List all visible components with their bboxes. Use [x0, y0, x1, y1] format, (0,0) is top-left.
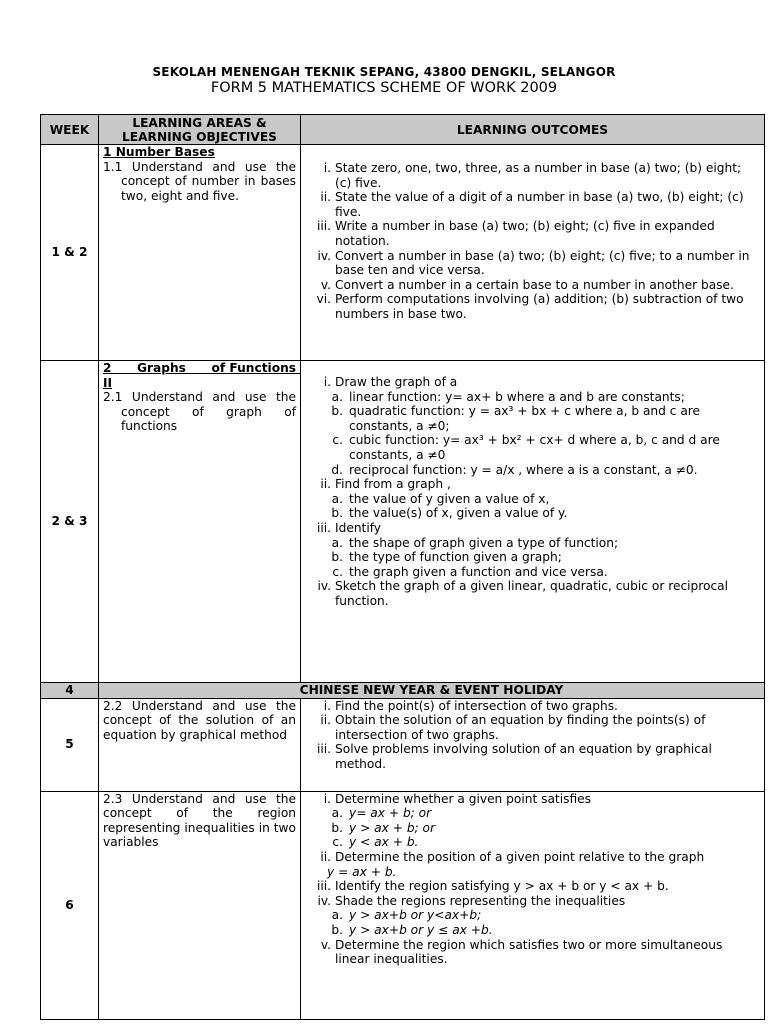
list-item: iii. Identify the region satisfying y > ax + b or y < ax + b.	[316, 879, 669, 894]
list-subitem: a. the shape of graph given a type of function;	[331, 535, 619, 550]
list-subitem: a. y= ax + b; or	[331, 806, 432, 821]
list-subitem: c. cubic function: y= ax³ + bx² + cx+ d where a, b, c and d are constants, a ≠0	[332, 433, 720, 462]
list-subitem: b. the value(s) of x, given a value of y.	[331, 506, 568, 521]
list-item: vi. Perform computations involving (a) addition; (b) subtraction of two numbers in base two.	[316, 292, 744, 321]
scheme-table	[40, 114, 765, 1020]
list-subitem: b. the type of function given a graph;	[331, 550, 562, 565]
list-item: i. Draw the graph of a	[323, 375, 458, 389]
list-item: i. State zero, one, two, three, as a number in base (a) two; (b) eight; (c) five.	[323, 161, 742, 190]
list-subitem: b. y > ax + b; or	[331, 820, 435, 835]
list-item: i. Determine whether a given point satisfies	[323, 791, 591, 806]
table-row	[41, 791, 765, 1019]
holiday-row	[41, 683, 765, 699]
list-subitem: a. linear function: y= ax+ b where a and b are constants;	[331, 389, 685, 404]
list-item: ii. Obtain the solution of an equation by finding the points(s) of intersection of two graphs.	[320, 713, 706, 742]
outcomes-cell	[301, 361, 765, 683]
area-cell	[99, 361, 301, 683]
list-item: ii. Determine the position of a given point relative to the graph	[320, 849, 705, 864]
list-subitem: b. quadratic function: y = ax³ + bx + c where a, b and c are constants, a ≠0;	[331, 404, 701, 433]
week-cell: 6	[41, 791, 99, 1019]
list-item: i. Find the point(s) of intersection of two graphs.	[323, 698, 618, 713]
week-cell: 1 & 2	[41, 145, 99, 361]
area-title: 2 Graphs of Functions II	[103, 361, 301, 390]
list-subitem: b. y > ax+b or y ≤ ax +b.	[331, 922, 493, 937]
area-title: 1 Number Bases	[103, 145, 215, 159]
area-cell	[99, 698, 301, 791]
week-cell: 2 & 3	[41, 361, 99, 683]
list-subitem: c. the graph given a function and vice versa.	[332, 564, 608, 579]
objective: 1.1 Understand and use the concept of number in bases two, eight and five.	[103, 159, 296, 203]
area-cell	[99, 145, 301, 361]
col-areas: LEARNING AREAS & LEARNING OBJECTIVES	[99, 115, 301, 145]
week-cell: 5	[41, 698, 99, 791]
list-subitem: d. reciprocal function: y = a/x , where a is a constant, a ≠0.	[331, 462, 698, 477]
list-item: iv. Sketch the graph of a given linear, quadratic, cubic or reciprocal function.	[317, 579, 729, 608]
list-item: v. Convert a number in a certain base to a number in another base.	[320, 277, 734, 292]
table-row	[41, 361, 765, 683]
objective: 2.3 Understand and use the concept of the region representing inequalities in two variables	[103, 791, 296, 850]
col-week: WEEK	[41, 115, 99, 145]
list-item: ii. Find from a graph ,	[320, 477, 451, 492]
list-subitem: a. y > ax+b or y<ax+b;	[331, 908, 482, 923]
week-cell: 4	[41, 683, 99, 699]
objective: 2.1 Understand and use the concept of graph of functions	[103, 390, 296, 434]
list-item: iii. Write a number in base (a) two; (b) eight; (c) five in expanded notation.	[316, 219, 715, 248]
table-row	[41, 145, 765, 361]
list-item: ii. State the value of a digit of a number in base (a) two, (b) eight; (c) five.	[320, 190, 744, 219]
objective: 2.2 Understand and use the concept of the solution of an equation by graphical method	[103, 698, 296, 742]
list-item: iv. Shade the regions representing the inequalities	[317, 893, 626, 908]
list-item: iii. Solve problems involving solution of an equation by graphical method.	[316, 742, 712, 771]
outcomes-cell	[301, 145, 765, 361]
school-name: SEKOLAH MENENGAH TEKNIK SEPANG, 43800 DENGKIL, SELANGOR	[152, 65, 616, 79]
list-subitem: c. y < ax + b.	[332, 835, 419, 850]
document-title: FORM 5 MATHEMATICS SCHEME OF WORK 2009	[210, 80, 558, 96]
list-subitem: a. the value of y given a value of x,	[331, 491, 550, 506]
list-item: v. Determine the region which satisfies two or more simultaneous linear inequalities.	[320, 937, 723, 967]
list-item: iv. Convert a number in base (a) two; (b) eight; (c) five; to a number in base ten and vice versa.	[317, 248, 750, 278]
table-row	[41, 698, 765, 791]
outcomes-cell	[301, 698, 765, 791]
equation: y = ax + b.	[327, 864, 397, 879]
list-item: iii. Identify	[316, 520, 382, 535]
area-cell	[99, 791, 301, 1019]
outcomes-cell	[301, 791, 765, 1019]
table-header-row	[41, 115, 765, 145]
holiday-label: CHINESE NEW YEAR & EVENT HOLIDAY	[99, 683, 765, 699]
col-outcomes: LEARNING OUTCOMES	[301, 115, 765, 145]
